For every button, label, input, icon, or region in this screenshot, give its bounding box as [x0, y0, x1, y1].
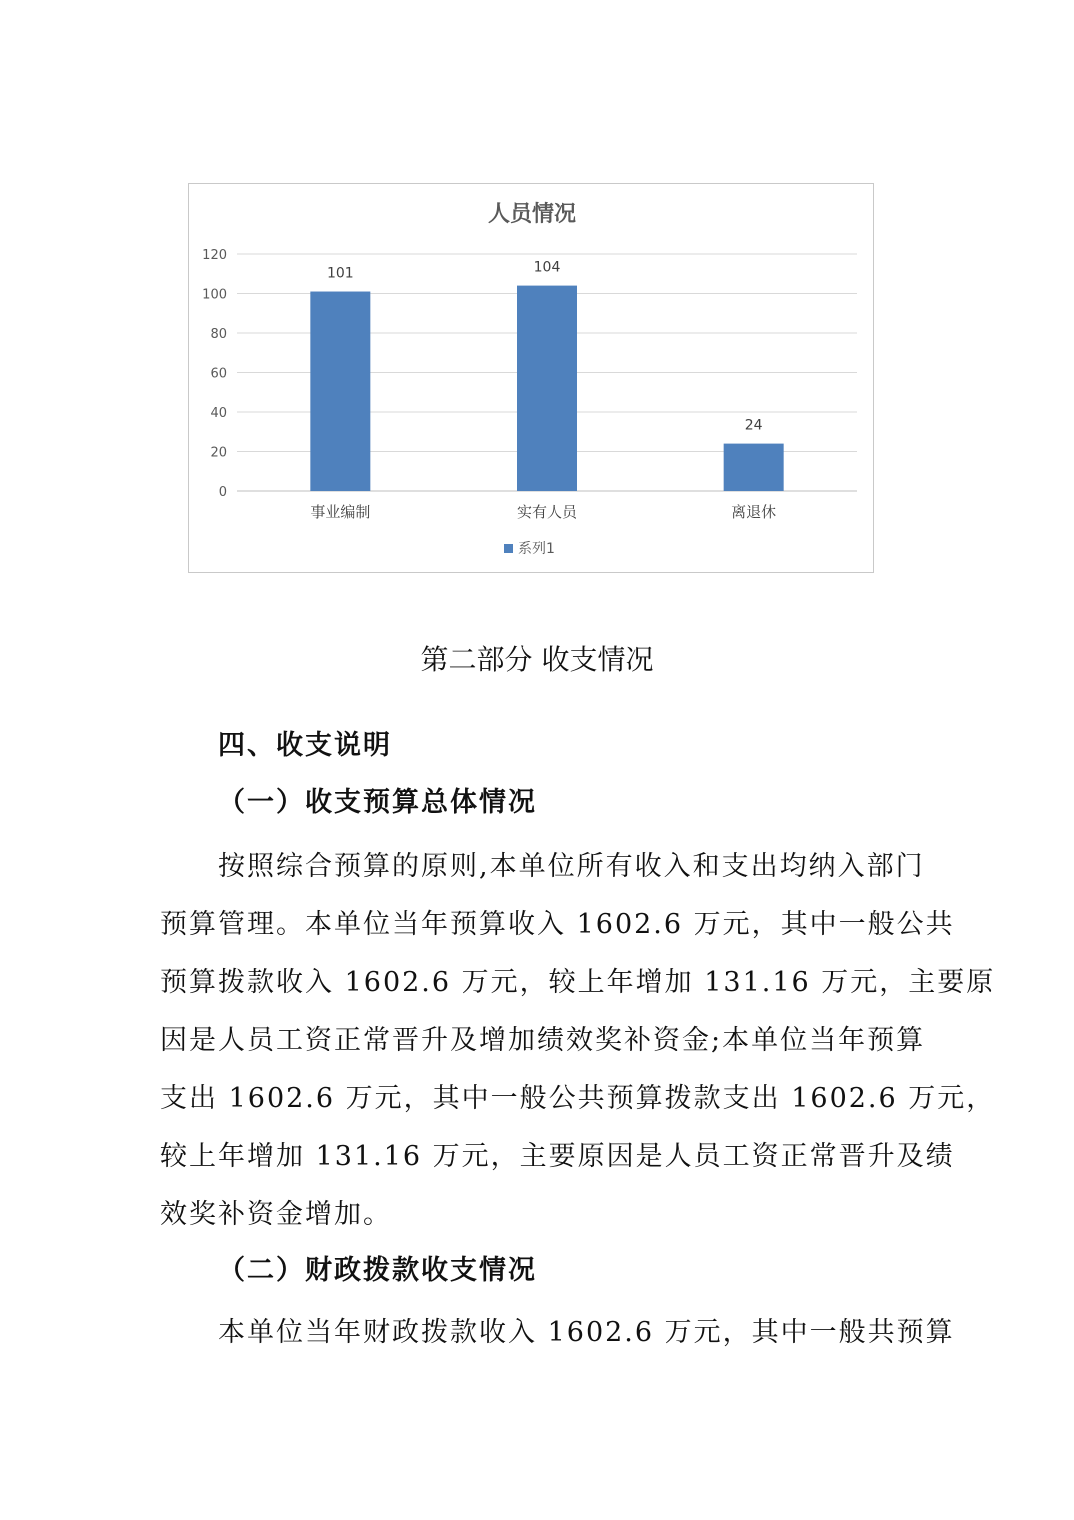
paragraph-line: 按照综合预算的原则,本单位所有收入和支出均纳入部门	[218, 851, 925, 882]
y-tick-label: 20	[210, 445, 227, 461]
y-axis-ticks	[202, 248, 227, 500]
y-tick-label: 80	[210, 327, 227, 342]
y-tick-label: 40	[210, 406, 227, 421]
category-label: 事业编制	[310, 503, 371, 521]
legend-swatch	[504, 544, 513, 553]
chart-bars	[310, 260, 783, 491]
paragraph-line: 支出 1602.6 万元，其中一般公共预算拨款支出 1602.6 万元，	[160, 1083, 996, 1114]
x-axis-categories	[310, 503, 776, 521]
bar-chart	[189, 184, 875, 574]
legend-label: 系列1	[518, 541, 555, 557]
heading-section-4: 四、收支说明	[218, 730, 392, 761]
data-label: 101	[326, 265, 354, 282]
category-label: 实有人员	[516, 503, 578, 521]
paragraph-line: 本单位当年财政拨款收入 1602.6 万元，其中一般共预算	[218, 1317, 955, 1348]
data-label: 24	[744, 417, 763, 434]
paragraph-line: 效奖补资金增加。	[160, 1199, 392, 1230]
y-tick-label: 0	[218, 485, 227, 500]
section-title: 第二部分 收支情况	[420, 643, 654, 676]
paragraph-line: 预算拨款收入 1602.6 万元，较上年增加 131.16 万元，主要原	[160, 967, 996, 998]
chart-card	[188, 183, 874, 573]
y-tick-label: 60	[210, 366, 227, 382]
paragraph-line: 较上年增加 131.16 万元，主要原因是人员工资正常晋升及绩	[160, 1141, 955, 1172]
bar	[517, 286, 577, 491]
paragraph-line: 因是人员工资正常晋升及增加绩效奖补资金;本单位当年预算	[160, 1025, 926, 1056]
heading-subsection-1: （一）收支预算总体情况	[218, 787, 537, 818]
bar	[724, 444, 784, 491]
y-tick-label: 100	[202, 287, 227, 303]
chart-title: 人员情况	[487, 202, 577, 227]
data-label: 104	[533, 259, 561, 276]
heading-subsection-2: （二）财政拨款收支情况	[218, 1255, 537, 1286]
y-tick-label: 120	[202, 248, 227, 263]
category-label: 离退休	[731, 503, 777, 521]
bar	[310, 292, 370, 491]
paragraph-line: 预算管理。本单位当年预算收入 1602.6 万元，其中一般公共	[160, 909, 955, 940]
chart-legend	[504, 541, 555, 557]
